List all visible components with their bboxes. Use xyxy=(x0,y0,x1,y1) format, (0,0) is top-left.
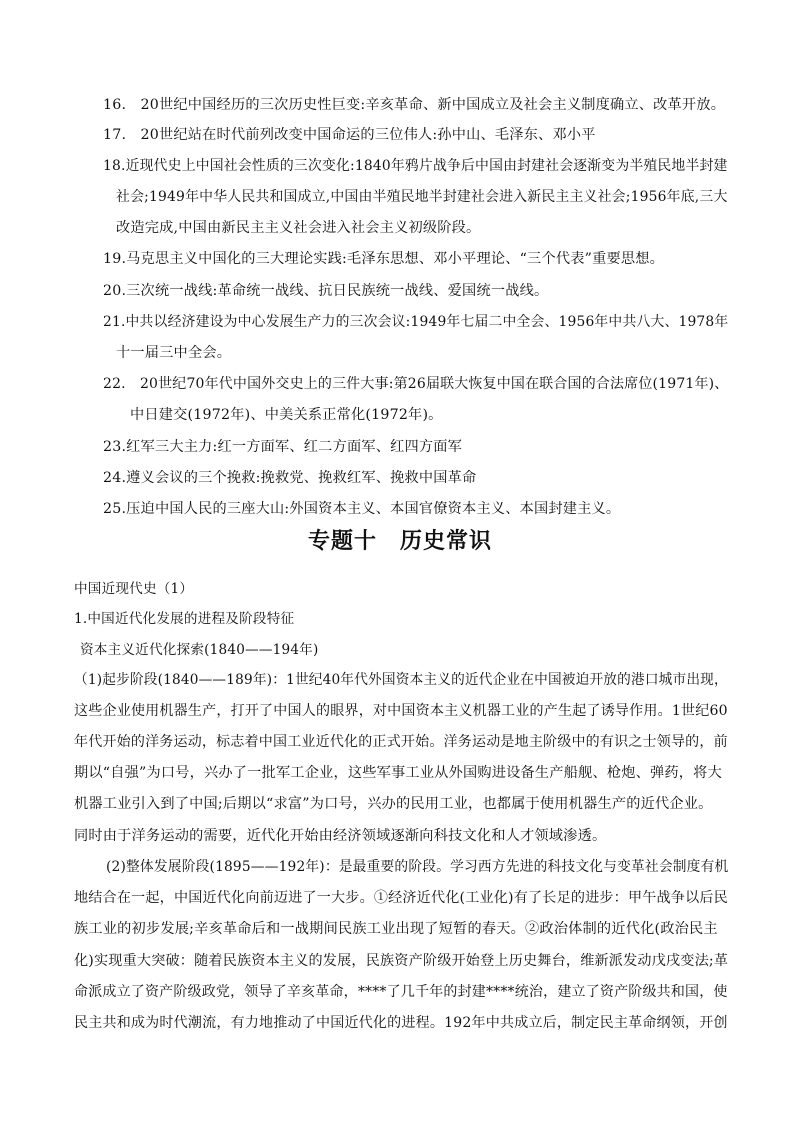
list-item-19: 19.马克思主义中国化的三大理论实践:毛泽东思想、邓小平理论、“三个代表”重要思想。 xyxy=(103,251,665,267)
heading-2: 资本主义近代化探索(1840——194年) xyxy=(80,642,319,658)
list-item-21-line2: 十一届三中全会。 xyxy=(116,345,232,361)
list-item-18-line1: 18.近现代史上中国社会性质的三次变化:1840年鸦片战争后中国由封建社会逐渐变为半殖民地半封建 xyxy=(103,158,728,174)
paragraph-2-line1: (2)整体发展阶段(1895——192年)：是最重要的阶段。学习西方先进的科技文化与变革社会制度有机 xyxy=(106,859,729,875)
paragraph-1-line3: 年代开始的洋务运动，标志着中国工业近代化的正式开始。洋务运动是地主阶级中的有识之士领导的，前 xyxy=(74,734,728,750)
subheading: 中国近现代史（1） xyxy=(74,581,194,597)
list-item-22-line1: 22. 20世纪70年代中国外交史上的三件大事:第26届联大恢复中国在联合国的合法席位(1971年)、 xyxy=(103,376,729,392)
paragraph-1-line4: 期以“自强”为口号，兴办了一批军工企业，这些军事工业从外国购进设备生产船舰、枪炮、弹药，将大 xyxy=(74,765,722,781)
list-item-24: 24.遵义会议的三个挽救:挽救党、挽救红军、挽救中国革命 xyxy=(103,470,477,486)
paragraph-2-line2: 地结合在一起，中国近代化向前迈进了一大步。①经济近代化(工业化)有了长足的进步：甲午战争以后民 xyxy=(74,890,728,906)
list-item-18-line2: 社会;1949年中华人民共和国成立,中国由半殖民地半封建社会进入新民主主义社会;1956年底,三大 xyxy=(116,189,728,205)
paragraph-1-line2: 这些企业使用机器生产，打开了中国人的眼界，对中国资本主义机器工业的产生起了诱导作用。1世纪60 xyxy=(74,703,728,719)
list-item-25: 25.压迫中国人民的三座大山:外国资本主义、本国官僚资本主义、本国封建主义。 xyxy=(103,501,621,517)
list-item-22-line2: 中日建交(1972年)、中美关系正常化(1972年)。 xyxy=(130,407,443,423)
paragraph-2-line4: 化)实现重大突破：随着民族资本主义的发展，民族资产阶级开始登上历史舞台，维新派发动戊戌变法;革 xyxy=(74,953,729,969)
list-item-23: 23.红军三大主力:红一方面军、红二方面军、红四方面军 xyxy=(103,439,463,455)
heading-1: 1.中国近代化发展的进程及阶段特征 xyxy=(74,611,295,627)
paragraph-2-line5: 命派成立了资产阶级政党，领导了辛亥革命，****了几千年的封建****统治，建立了资产阶级共和国，使 xyxy=(74,984,728,1000)
paragraph-2-line6: 民主共和成为时代潮流，有力地推动了中国近代化的进程。192年中共成立后，制定民主革命纲领，开创 xyxy=(74,1015,728,1031)
paragraph-1-line1: （1)起步阶段(1840——189年)：1世纪40年代外国资本主义的近代企业在中国被迫开放的港口城市出现， xyxy=(74,672,728,688)
list-item-16: 16. 20世纪中国经历的三次历史性巨变:辛亥革命、新中国成立及社会主义制度确立、改革开放。 xyxy=(103,97,726,113)
list-item-21-line1: 21.中共以经济建设为中心发展生产力的三次会议:1949年七届二中全会、1956年中共八大、1978年 xyxy=(103,314,729,330)
paragraph-1-line6: 同时由于洋务运动的需要，近代化开始由经济领域逐渐向科技文化和人才领域渗透。 xyxy=(74,828,607,844)
list-item-18-line3: 改造完成,中国由新民主主义社会进入社会主义初级阶段。 xyxy=(116,220,481,236)
section-title: 专题十 历史常识 xyxy=(307,529,492,554)
paragraph-1-line5: 机器工业引入到了中国;后期以“求富”为口号，兴办的民用工业，也都属于使用机器生产的近代企业。 xyxy=(74,796,713,812)
paragraph-2-line3: 族工业的初步发展;辛亥革命后和一战期间民族工业出现了短暂的春天。②政治体制的近代化(政治民主 xyxy=(74,921,718,937)
list-item-17: 17. 20世纪站在时代前列改变中国命运的三位伟人:孙中山、毛泽东、邓小平 xyxy=(103,127,596,143)
list-item-20: 20.三次统一战线:革命统一战线、抗日民族统一战线、爱国统一战线。 xyxy=(103,283,549,299)
